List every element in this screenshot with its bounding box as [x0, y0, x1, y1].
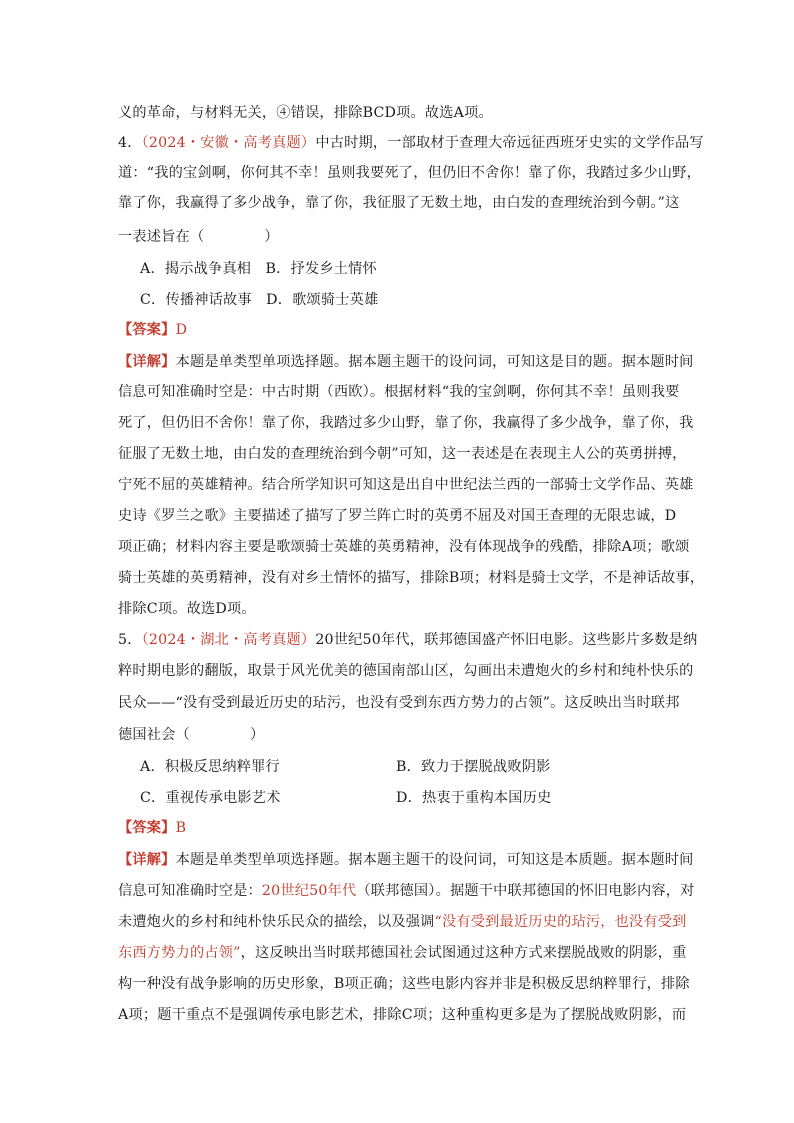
highlighted-quote: “没有受到最近历史的玷污，也没有受到 — [434, 914, 687, 930]
text-line: 征服了无数土地，由白发的查理统治到今朝”可知，这一表述是在表现主人公的英勇拼搏， — [118, 446, 687, 462]
text-line: 靠了你，我赢得了多少战争，靠了你，我征服了无数土地，由白发的查理统治到今朝。”这 — [118, 195, 680, 211]
question-4-stem: 4．（2024・安徽・高考真题）中古时期，一部取材于查理大帝远征西班牙史实的文学作品写 — [118, 135, 704, 151]
text-line: A项；题干重点不是强调传承电影艺术，排除C项；这种重构更多是为了摆脱战败阴影，而 — [118, 1007, 687, 1023]
text-line: 死了，但仍旧不舍你！靠了你，我踏过多少山野，靠了你，我赢得了多少战争，靠了你，我 — [118, 415, 694, 431]
text-line: 民众——“没有受到最近历史的玷污，也没有受到东西方势力的占领”。这反映出当时联邦 — [118, 695, 680, 711]
answer-value: D — [175, 322, 188, 338]
text-line: 排除C项。故选D项。 — [118, 601, 256, 617]
answer-line — [118, 320, 187, 340]
answer-label: 【答案】 — [118, 322, 176, 338]
option-b: B．致力于摆脱战败阴影 — [396, 759, 551, 775]
text-line: 史诗《罗兰之歌》主要描述了描写了罗兰阵亡时的英勇不屈及对国王查理的无限忠诚，D — [118, 508, 677, 524]
highlighted-quote: 东西方势力的占领” — [118, 945, 241, 961]
text-line: 骑士英雄的英勇精神，没有对乡土情怀的描写，排除B项；材料是骑士文学，不是神话故事， — [118, 570, 705, 586]
text-line: 宁死不屈的英雄精神。结合所学知识可知这是出自中世纪法兰西的一部骑士文学作品、英雄 — [118, 477, 694, 493]
text-line: 道：“我的宝剑啊，你何其不幸！虽则我要死了，但仍旧不舍你！靠了你，我踏过多少山野， — [118, 165, 701, 181]
text-line: 一表述旨在（ ） — [118, 229, 279, 245]
option-line: A．揭示战争真相 B．抒发乡土情怀 — [140, 261, 377, 277]
text-line: 项正确；材料内容主要是歌颂骑士英雄的英勇精神，没有体现战争的残酷，排除A项；歌颂 — [118, 539, 690, 555]
option-line: C．传播神话故事 D．歌颂骑士英雄 — [140, 292, 379, 308]
option-d: D．热衷于重构本国历史 — [396, 790, 552, 806]
question-5-stem: 5．（2024・湖北・高考真题）20世纪50年代，联邦德国盛产怀旧电影。这些影片多数是纳 — [118, 632, 698, 648]
text-line: 构一种没有战争影响的历史形象，B项正确；这些电影内容并非是积极反思纳粹罪行，排除 — [118, 976, 690, 992]
answer-label: 【答案】 — [118, 820, 176, 836]
explanation-label: 【详解】 — [118, 852, 176, 868]
text-line: 未遭炮火的乡村和纯朴快乐民众的描绘，以及强调“没有受到最近历史的玷污，也没有受到 — [118, 914, 687, 930]
explanation-line: 【详解】本题是单类型单项选择题。据本题主题干的设问词，可知这是本质题。据本题时间 — [118, 852, 694, 868]
explanation-label: 【详解】 — [118, 354, 176, 370]
answer-line — [118, 818, 186, 838]
text-line: 义的革命，与材料无关，④错误，排除BCD项。故选A项。 — [118, 105, 493, 121]
highlighted-text: 20世纪50年代 — [261, 883, 357, 899]
question-source: （2024・安徽・高考真题） — [141, 135, 316, 151]
text-line: 德国社会（ ） — [118, 727, 265, 743]
option-c: C．重视传承电影艺术 — [140, 790, 281, 806]
answer-value: B — [175, 820, 187, 836]
text-line: 信息可知准确时空是：20世纪50年代（联邦德国）。据题干中联邦德国的怀旧电影内容，对 — [118, 883, 695, 899]
text-line: 信息可知准确时空是：中古时期（西欧）。根据材料“我的宝剑啊，你何其不幸！虽则我要 — [118, 384, 680, 400]
question-source: （2024・湖北・高考真题） — [141, 632, 316, 648]
option-a: A．积极反思纳粹罪行 — [140, 759, 280, 775]
explanation-line: 【详解】本题是单类型单项选择题。据本题主题干的设问词，可知这是目的题。据本题时间 — [118, 354, 694, 370]
text-line: 东西方势力的占领”，这反映出当时联邦德国社会试图通过这种方式来摆脱战败的阴影，重 — [118, 945, 687, 961]
text-line: 粹时期电影的翻版，取景于风光优美的德国南部山区，勾画出未遭炮火的乡村和纯朴快乐的 — [118, 663, 694, 679]
